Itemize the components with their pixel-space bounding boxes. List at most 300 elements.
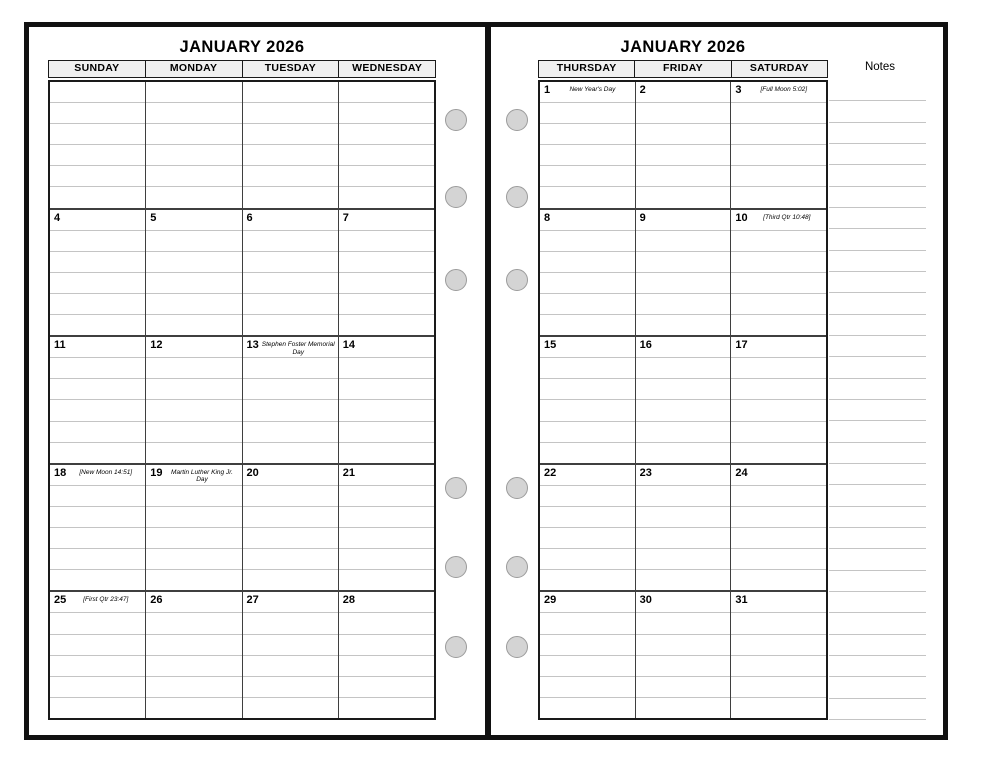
day-number: 9: [639, 211, 646, 224]
ruled-line-row: [731, 399, 826, 420]
ruled-line-row: [731, 527, 826, 548]
ruled-line-row: [731, 123, 826, 144]
day-cell-7: [338, 210, 434, 336]
binder-hole: [506, 477, 528, 499]
ruled-line-row: [50, 442, 145, 463]
ruled-line-row: [339, 357, 434, 378]
ruled-line-row: [339, 314, 434, 335]
ruled-line-row: [540, 378, 635, 399]
day-number: 2: [639, 84, 646, 96]
ruled-line-row: [540, 165, 635, 186]
day-number: 30: [639, 594, 652, 607]
right-calendar-grid: [538, 80, 828, 720]
empty-day-cell: [50, 82, 145, 208]
ruled-line-row: [339, 293, 434, 314]
notes-line: [829, 272, 926, 293]
notes-line: [829, 699, 926, 720]
right-day-header-saturday: SATURDAY: [731, 60, 828, 78]
ruled-line-row: [731, 186, 826, 207]
left-page-title: JANUARY 2026: [179, 38, 305, 56]
ruled-line-row: [50, 144, 145, 165]
notes-line: [829, 421, 926, 442]
day-note: [New Moon 14:51]: [79, 468, 133, 476]
day-note: [Third Qtr 10:48]: [763, 213, 811, 221]
ruled-line-row: [50, 293, 145, 314]
notes-line: [829, 208, 926, 229]
ruled-line-row: [243, 485, 338, 506]
notes-line: [829, 549, 926, 570]
ruled-line-row: [339, 655, 434, 676]
ruled-line-row: [339, 548, 434, 569]
ruled-line-row: [731, 144, 826, 165]
ruled-line-row: [243, 697, 338, 718]
ruled-line-row: [540, 399, 635, 420]
ruled-line-row: [636, 569, 731, 590]
day-cell-19: [145, 465, 241, 591]
ruled-line-row: [540, 676, 635, 697]
ruled-line-row: [731, 676, 826, 697]
ruled-line-row: [146, 421, 241, 442]
ruled-line-row: [731, 655, 826, 676]
date-row: [243, 210, 338, 230]
date-row: [540, 592, 635, 612]
ruled-line-row: [540, 421, 635, 442]
notes-line: [829, 187, 926, 208]
day-cell-2: [635, 82, 731, 208]
week-row: [50, 463, 434, 591]
day-number: [339, 82, 343, 85]
date-row: [243, 82, 338, 102]
day-cell-4: [50, 210, 145, 336]
day-number: 4: [54, 211, 61, 224]
date-row: [243, 592, 338, 612]
ruled-line-row: [540, 548, 635, 569]
ruled-line-row: [243, 102, 338, 123]
notes-line: [829, 507, 926, 528]
ruled-line-row: [50, 548, 145, 569]
day-note: New Year's Day: [569, 86, 616, 93]
ruled-line-row: [50, 697, 145, 718]
ruled-line-row: [146, 378, 241, 399]
day-note: [Full Moon 5:02]: [760, 86, 808, 93]
notes-line: [829, 357, 926, 378]
ruled-line-row: [636, 102, 731, 123]
ruled-line-row: [636, 527, 731, 548]
ruled-line-row: [731, 485, 826, 506]
ruled-line-row: [146, 272, 241, 293]
ruled-line-row: [731, 102, 826, 123]
ruled-line-row: [50, 527, 145, 548]
ruled-line-row: [540, 123, 635, 144]
date-row: [339, 337, 434, 357]
day-note: Martin Luther King Jr. Day: [171, 468, 233, 484]
date-row: [636, 465, 731, 485]
binder-hole: [445, 636, 467, 658]
ruled-line-row: [540, 612, 635, 633]
ruled-line-row: [146, 697, 241, 718]
day-cell-14: [338, 337, 434, 463]
ruled-line-row: [540, 506, 635, 527]
left-day-header-sunday: SUNDAY: [48, 60, 145, 78]
day-number: 13: [246, 339, 259, 352]
day-number: 6: [246, 211, 253, 224]
ruled-line-row: [243, 655, 338, 676]
week-row: [50, 335, 434, 463]
day-number: 12: [150, 339, 163, 352]
ruled-line-row: [339, 506, 434, 527]
ruled-line-row: [50, 165, 145, 186]
ruled-line-row: [243, 123, 338, 144]
ruled-line-row: [731, 421, 826, 442]
day-number: 8: [544, 211, 551, 224]
date-row: [540, 82, 635, 102]
ruled-line-row: [339, 378, 434, 399]
ruled-line-row: [243, 357, 338, 378]
ruled-line-row: [50, 314, 145, 335]
ruled-line-row: [146, 676, 241, 697]
ruled-line-row: [339, 102, 434, 123]
ruled-line-row: [731, 357, 826, 378]
ruled-line-row: [636, 634, 731, 655]
binder-hole: [506, 556, 528, 578]
week-row: [50, 82, 434, 208]
notes-line: [829, 400, 926, 421]
ruled-line-row: [636, 144, 731, 165]
day-number: 15: [544, 339, 557, 352]
notes-line: [829, 443, 926, 464]
day-cell-29: [540, 592, 635, 718]
day-cell-26: [145, 592, 241, 718]
notes-line: [829, 315, 926, 336]
ruled-line-row: [50, 655, 145, 676]
ruled-line-row: [146, 251, 241, 272]
ruled-line-row: [50, 230, 145, 251]
day-number: 24: [735, 466, 748, 479]
ruled-line-row: [243, 293, 338, 314]
ruled-line-row: [146, 357, 241, 378]
day-cell-23: [635, 465, 731, 591]
week-row: [540, 82, 826, 208]
date-row: [146, 82, 241, 102]
ruled-line-row: [339, 442, 434, 463]
date-row: [731, 465, 826, 485]
ruled-line-row: [636, 548, 731, 569]
day-number: 31: [735, 594, 748, 607]
ruled-line-row: [540, 485, 635, 506]
day-cell-6: [242, 210, 338, 336]
day-number: [146, 82, 150, 85]
ruled-line-row: [339, 612, 434, 633]
ruled-line-row: [731, 165, 826, 186]
notes-line: [829, 571, 926, 592]
day-number: 5: [150, 211, 157, 224]
ruled-line-row: [636, 655, 731, 676]
ruled-line-row: [731, 251, 826, 272]
ruled-line-row: [146, 186, 241, 207]
notes-column-label: Notes: [864, 61, 896, 73]
day-number: [243, 82, 247, 85]
ruled-line-row: [731, 612, 826, 633]
ruled-line-row: [146, 655, 241, 676]
ruled-line-row: [243, 569, 338, 590]
date-row: [731, 210, 826, 230]
ruled-line-row: [50, 378, 145, 399]
ruled-line-row: [243, 676, 338, 697]
ruled-line-row: [243, 186, 338, 207]
ruled-line-row: [731, 442, 826, 463]
notes-line: [829, 229, 926, 250]
day-cell-28: [338, 592, 434, 718]
week-row: [540, 208, 826, 336]
day-number: 17: [735, 339, 748, 352]
ruled-line-row: [243, 634, 338, 655]
ruled-line-row: [339, 421, 434, 442]
ruled-line-row: [636, 676, 731, 697]
day-number: 11: [54, 339, 66, 352]
notes-line: [829, 293, 926, 314]
date-row: [339, 210, 434, 230]
ruled-line-row: [540, 697, 635, 718]
ruled-line-row: [636, 485, 731, 506]
day-number: 20: [246, 466, 259, 479]
ruled-line-row: [50, 123, 145, 144]
ruled-line-row: [636, 399, 731, 420]
notes-line: [829, 635, 926, 656]
ruled-line-row: [243, 399, 338, 420]
day-number: 29: [544, 594, 557, 607]
ruled-line-row: [243, 378, 338, 399]
ruled-line-row: [146, 230, 241, 251]
ruled-line-row: [339, 230, 434, 251]
right-day-header-thursday: THURSDAY: [538, 60, 634, 78]
day-cell-3: [730, 82, 826, 208]
ruled-line-row: [636, 123, 731, 144]
date-row: [243, 337, 338, 357]
ruled-line-row: [146, 506, 241, 527]
ruled-line-row: [636, 378, 731, 399]
left-calendar-grid: [48, 80, 436, 720]
ruled-line-row: [146, 527, 241, 548]
ruled-line-row: [339, 251, 434, 272]
binder-hole: [506, 269, 528, 291]
ruled-line-row: [731, 378, 826, 399]
ruled-line-row: [243, 442, 338, 463]
ruled-line-row: [636, 272, 731, 293]
notes-line: [829, 123, 926, 144]
ruled-line-row: [731, 569, 826, 590]
day-cell-15: [540, 337, 635, 463]
week-row: [50, 590, 434, 718]
date-row: [339, 592, 434, 612]
ruled-line-row: [243, 165, 338, 186]
ruled-line-row: [540, 655, 635, 676]
notes-line: [829, 80, 926, 101]
ruled-line-row: [146, 634, 241, 655]
day-cell-21: [338, 465, 434, 591]
notes-line: [829, 528, 926, 549]
ruled-line-row: [146, 548, 241, 569]
ruled-line-row: [146, 569, 241, 590]
empty-day-cell: [338, 82, 434, 208]
ruled-line-row: [636, 293, 731, 314]
day-number: 14: [342, 339, 355, 352]
day-cell-27: [242, 592, 338, 718]
binder-hole: [445, 186, 467, 208]
ruled-line-row: [339, 165, 434, 186]
ruled-line-row: [731, 293, 826, 314]
date-row: [50, 465, 145, 485]
ruled-line-row: [636, 612, 731, 633]
ruled-line-row: [540, 293, 635, 314]
right-day-header-row: [538, 60, 828, 78]
ruled-line-row: [243, 506, 338, 527]
binder-hole: [506, 636, 528, 658]
binder-spine: [485, 22, 491, 740]
date-row: [731, 337, 826, 357]
empty-day-cell: [145, 82, 241, 208]
left-day-header-row: [48, 60, 436, 78]
ruled-line-row: [636, 165, 731, 186]
notes-line: [829, 677, 926, 698]
day-cell-17: [730, 337, 826, 463]
ruled-line-row: [636, 357, 731, 378]
ruled-line-row: [540, 442, 635, 463]
ruled-line-row: [50, 676, 145, 697]
ruled-line-row: [243, 251, 338, 272]
day-number: 21: [342, 466, 355, 479]
ruled-line-row: [339, 399, 434, 420]
date-row: [636, 82, 731, 102]
ruled-line-row: [540, 251, 635, 272]
day-cell-5: [145, 210, 241, 336]
ruled-line-row: [636, 186, 731, 207]
date-row: [540, 210, 635, 230]
date-row: [146, 210, 241, 230]
ruled-line-row: [50, 399, 145, 420]
ruled-line-row: [731, 314, 826, 335]
day-cell-25: [50, 592, 145, 718]
ruled-line-row: [339, 485, 434, 506]
binder-hole: [506, 109, 528, 131]
day-number: 25: [54, 594, 67, 607]
notes-line: [829, 592, 926, 613]
ruled-line-row: [339, 569, 434, 590]
binder-hole: [445, 109, 467, 131]
day-cell-11: [50, 337, 145, 463]
ruled-line-row: [243, 612, 338, 633]
notes-line: [829, 379, 926, 400]
ruled-line-row: [146, 399, 241, 420]
empty-day-cell: [242, 82, 338, 208]
ruled-line-row: [146, 485, 241, 506]
date-row: [146, 592, 241, 612]
ruled-line-row: [50, 102, 145, 123]
notes-line: [829, 251, 926, 272]
ruled-line-row: [50, 634, 145, 655]
date-row: [50, 337, 145, 357]
notes-line: [829, 656, 926, 677]
date-row: [243, 465, 338, 485]
ruled-line-row: [540, 527, 635, 548]
date-row: [50, 82, 145, 102]
ruled-line-row: [146, 144, 241, 165]
date-row: [339, 82, 434, 102]
ruled-line-row: [540, 569, 635, 590]
ruled-line-row: [146, 123, 241, 144]
ruled-line-row: [243, 421, 338, 442]
day-number: 10: [735, 211, 748, 224]
binder-hole: [445, 269, 467, 291]
date-row: [636, 210, 731, 230]
day-note: Stephen Foster Memorial Day: [261, 341, 335, 356]
day-number: 28: [342, 594, 355, 607]
notes-line: [829, 485, 926, 506]
ruled-line-row: [146, 293, 241, 314]
ruled-line-row: [636, 251, 731, 272]
ruled-line-row: [50, 485, 145, 506]
date-row: [636, 337, 731, 357]
day-cell-24: [730, 465, 826, 591]
ruled-line-row: [636, 506, 731, 527]
date-row: [50, 592, 145, 612]
ruled-line-row: [540, 357, 635, 378]
ruled-line-row: [731, 548, 826, 569]
day-cell-22: [540, 465, 635, 591]
day-note: [First Qtr 23:47]: [83, 596, 129, 604]
left-day-header-monday: MONDAY: [145, 60, 242, 78]
ruled-line-row: [50, 421, 145, 442]
day-cell-20: [242, 465, 338, 591]
day-number: 18: [54, 466, 67, 479]
day-cell-9: [635, 210, 731, 336]
ruled-line-row: [339, 676, 434, 697]
day-number: 23: [639, 466, 652, 479]
day-cell-12: [145, 337, 241, 463]
notes-line: [829, 613, 926, 634]
ruled-line-row: [636, 314, 731, 335]
day-cell-8: [540, 210, 635, 336]
day-cell-13: [242, 337, 338, 463]
ruled-line-row: [339, 527, 434, 548]
date-row: [339, 465, 434, 485]
date-row: [540, 337, 635, 357]
ruled-line-row: [731, 634, 826, 655]
ruled-line-row: [243, 230, 338, 251]
ruled-line-row: [731, 506, 826, 527]
ruled-line-row: [243, 548, 338, 569]
ruled-line-row: [243, 527, 338, 548]
day-cell-10: [730, 210, 826, 336]
ruled-line-row: [339, 186, 434, 207]
ruled-line-row: [731, 230, 826, 251]
ruled-line-row: [540, 230, 635, 251]
day-number: 19: [150, 466, 163, 479]
ruled-line-row: [243, 144, 338, 165]
ruled-line-row: [540, 272, 635, 293]
binder-hole: [445, 477, 467, 499]
right-page-title: JANUARY 2026: [620, 38, 746, 56]
day-cell-16: [635, 337, 731, 463]
week-row: [540, 590, 826, 718]
binder-hole: [506, 186, 528, 208]
ruled-line-row: [540, 634, 635, 655]
notes-line: [829, 101, 926, 122]
day-number: 22: [544, 466, 557, 479]
ruled-line-row: [339, 272, 434, 293]
notes-line: [829, 165, 926, 186]
ruled-line-row: [540, 144, 635, 165]
ruled-line-row: [50, 506, 145, 527]
